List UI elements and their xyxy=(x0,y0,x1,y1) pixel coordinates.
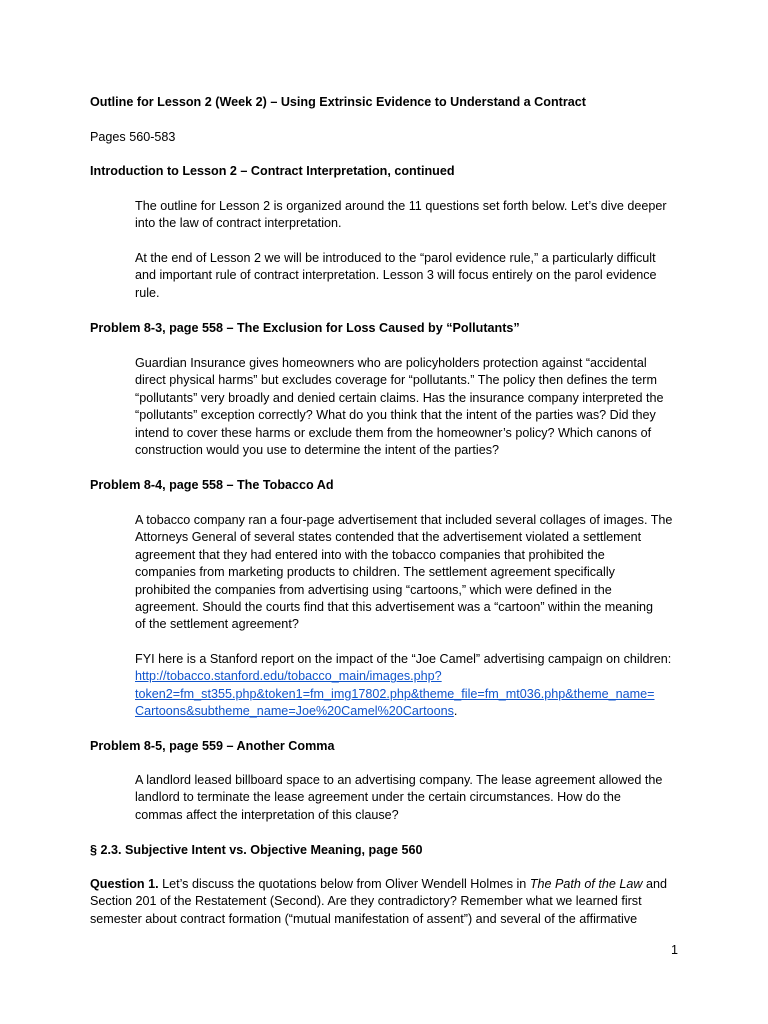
intro-heading: Introduction to Lesson 2 – Contract Interpretation, continued xyxy=(90,164,455,178)
page-number: 1 xyxy=(670,943,678,957)
text-line: direct physical harms” but excludes coverage for “pollutants.” The policy then defines the term xyxy=(135,373,657,388)
text-line: The outline for Lesson 2 is organized around the 11 questions set forth below. Let’s dive deeper xyxy=(135,199,667,213)
problem-8-4-body xyxy=(135,512,680,634)
intro-paragraph-2 xyxy=(135,250,680,302)
text-line: into the law of contract interpretation. xyxy=(135,216,342,231)
book-title: The Path of the Law xyxy=(529,877,643,891)
section-2-3-heading: § 2.3. Subjective Intent vs. Objective Meaning, page 560 xyxy=(90,843,423,857)
text-line xyxy=(90,876,710,893)
text-line: landlord to terminate the lease agreement under the certain circumstances. How do the xyxy=(135,790,621,805)
text-line: agreement that they had entered into with the tobacco companies that prohibited the xyxy=(135,547,605,562)
text-line: semester about contract formation (“mutual manifestation of assent”) and several of the affirmative xyxy=(90,911,638,926)
text-line: of the settlement agreement? xyxy=(135,617,299,632)
question-1-text: Let’s discuss the quotations below from Oliver Wendell Holmes in xyxy=(158,877,530,891)
pages-range: Pages 560-583 xyxy=(90,130,176,144)
text-line: commas affect the interpretation of this clause? xyxy=(135,807,399,822)
text-line: and important rule of contract interpretation. Lesson 3 will focus entirely on the parol evidence xyxy=(135,268,657,283)
question-1-label: Question 1. xyxy=(90,877,159,891)
problem-8-5-body xyxy=(135,772,680,824)
stanford-link-wrap xyxy=(135,668,680,685)
document-title: Outline for Lesson 2 (Week 2) – Using Extrinsic Evidence to Understand a Contract xyxy=(90,95,586,109)
text-line: intend to cover these harms or exclude them from the homeowner’s policy? Which canons of xyxy=(135,425,652,440)
problem-8-3-body xyxy=(135,355,680,459)
text-line: Guardian Insurance gives homeowners who are policyholders protection against “accidental xyxy=(135,356,647,370)
fyi-text: FYI here is a Stanford report on the impact of the “Joe Camel” advertising campaign on children: xyxy=(135,652,672,666)
problem-8-5-heading: Problem 8-5, page 559 – Another Comma xyxy=(90,739,335,753)
stanford-link-wrap xyxy=(135,686,680,703)
question-1-paragraph xyxy=(90,876,710,928)
text-line: rule. xyxy=(135,285,160,300)
stanford-report-link[interactable]: token2=fm_st355.php&token1=fm_img17802.php&theme_file=fm_mt036.php&theme_name= xyxy=(135,686,655,701)
text-line: companies from marketing products to children. The settlement agreement specifically xyxy=(135,565,615,580)
problem-8-3-heading: Problem 8-3, page 558 – The Exclusion for Loss Caused by “Pollutants” xyxy=(90,321,520,335)
text-line: At the end of Lesson 2 we will be introduced to the “parol evidence rule,” a particularly difficult xyxy=(135,251,656,265)
stanford-report-link[interactable]: Cartoons&subtheme_name=Joe%20Camel%20Cartoons xyxy=(135,704,454,719)
text-line: Section 201 of the Restatement (Second). Are they contradictory? Remember what we learned first xyxy=(90,894,642,909)
text-line: A tobacco company ran a four-page advertisement that included several collages of images. The xyxy=(135,513,673,527)
text-line: Attorneys General of several states contended that the advertisement violated a settlement xyxy=(135,530,642,545)
text-line: A landlord leased billboard space to an advertising company. The lease agreement allowed the xyxy=(135,773,663,787)
intro-paragraph-1 xyxy=(135,198,680,233)
fyi-paragraph xyxy=(135,651,680,721)
text-line: construction would you use to determine the intent of the parties? xyxy=(135,443,500,458)
text-line: “pollutants” exception correctly? What do you think that the intent of the parties was? Did they xyxy=(135,408,656,423)
question-1-text: and xyxy=(642,877,668,891)
text-line: agreement. Should the courts find that this advertisement was a “cartoon” within the meaning xyxy=(135,600,654,615)
stanford-report-link[interactable]: http://tobacco.stanford.edu/tobacco_main/images.php? xyxy=(135,669,442,684)
stanford-link-wrap xyxy=(135,703,680,720)
link-period: . xyxy=(453,704,458,719)
text-line: prohibited the companies from advertising using “cartoons,” which were defined in the xyxy=(135,582,612,597)
text-line: “pollutants” very broadly and denied certain claims. Has the insurance company interpreted the xyxy=(135,390,664,405)
problem-8-4-heading: Problem 8-4, page 558 – The Tobacco Ad xyxy=(90,478,334,492)
